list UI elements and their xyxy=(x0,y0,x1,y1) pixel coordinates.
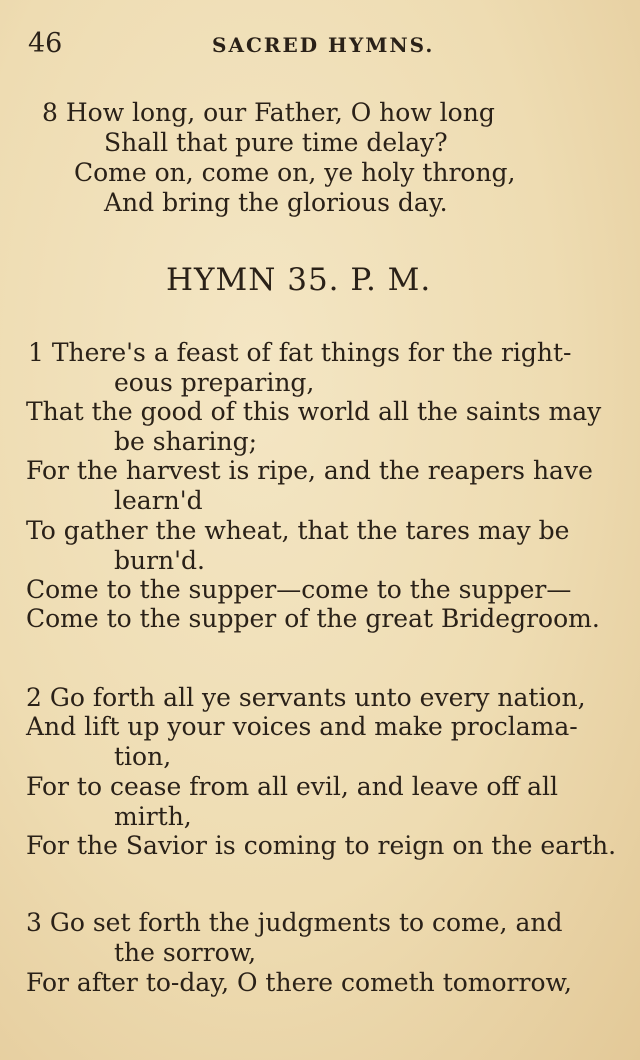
verse-line: 2 Go forth all ye servants unto every nation, xyxy=(26,683,586,712)
verse-line: Come to the supper of the great Bridegroom. xyxy=(26,604,600,633)
verse-line: eous preparing, xyxy=(114,368,315,397)
verse-line: learn'd xyxy=(114,486,203,515)
verse-line: 8 How long, our Father, O how long xyxy=(42,98,495,127)
verse-line: For the Savior is coming to reign on the earth. xyxy=(26,831,617,860)
verse-line: Shall that pure time delay? xyxy=(104,128,448,157)
verse-line: burn'd. xyxy=(114,546,205,575)
verse-line: 1 There's a feast of fat things for the right- xyxy=(28,338,572,367)
verse-line: Come on, come on, ye holy throng, xyxy=(74,158,516,187)
verse-line: Come to the supper—come to the supper— xyxy=(26,575,572,604)
verse-line: 3 Go set forth the judgments to come, and xyxy=(26,908,563,937)
verse-line: be sharing; xyxy=(114,427,258,456)
page-number: 46 xyxy=(28,28,63,59)
running-title: SACRED HYMNS. xyxy=(212,33,435,57)
verse-line: That the good of this world all the saints may xyxy=(26,397,602,426)
verse-line: And lift up your voices and make proclama- xyxy=(26,712,578,741)
hymn-title: HYMN 35. P. M. xyxy=(166,262,432,298)
verse-line: For the harvest is ripe, and the reapers have xyxy=(26,456,593,485)
verse-line: And bring the glorious day. xyxy=(104,188,448,217)
verse-line: tion, xyxy=(114,742,172,771)
verse-line: To gather the wheat, that the tares may be xyxy=(26,516,570,545)
verse-line: For after to-day, O there cometh tomorrow, xyxy=(26,968,572,997)
verse-line: For to cease from all evil, and leave off all xyxy=(26,772,558,801)
verse-line: mirth, xyxy=(114,802,192,831)
verse-line: the sorrow, xyxy=(114,938,257,967)
